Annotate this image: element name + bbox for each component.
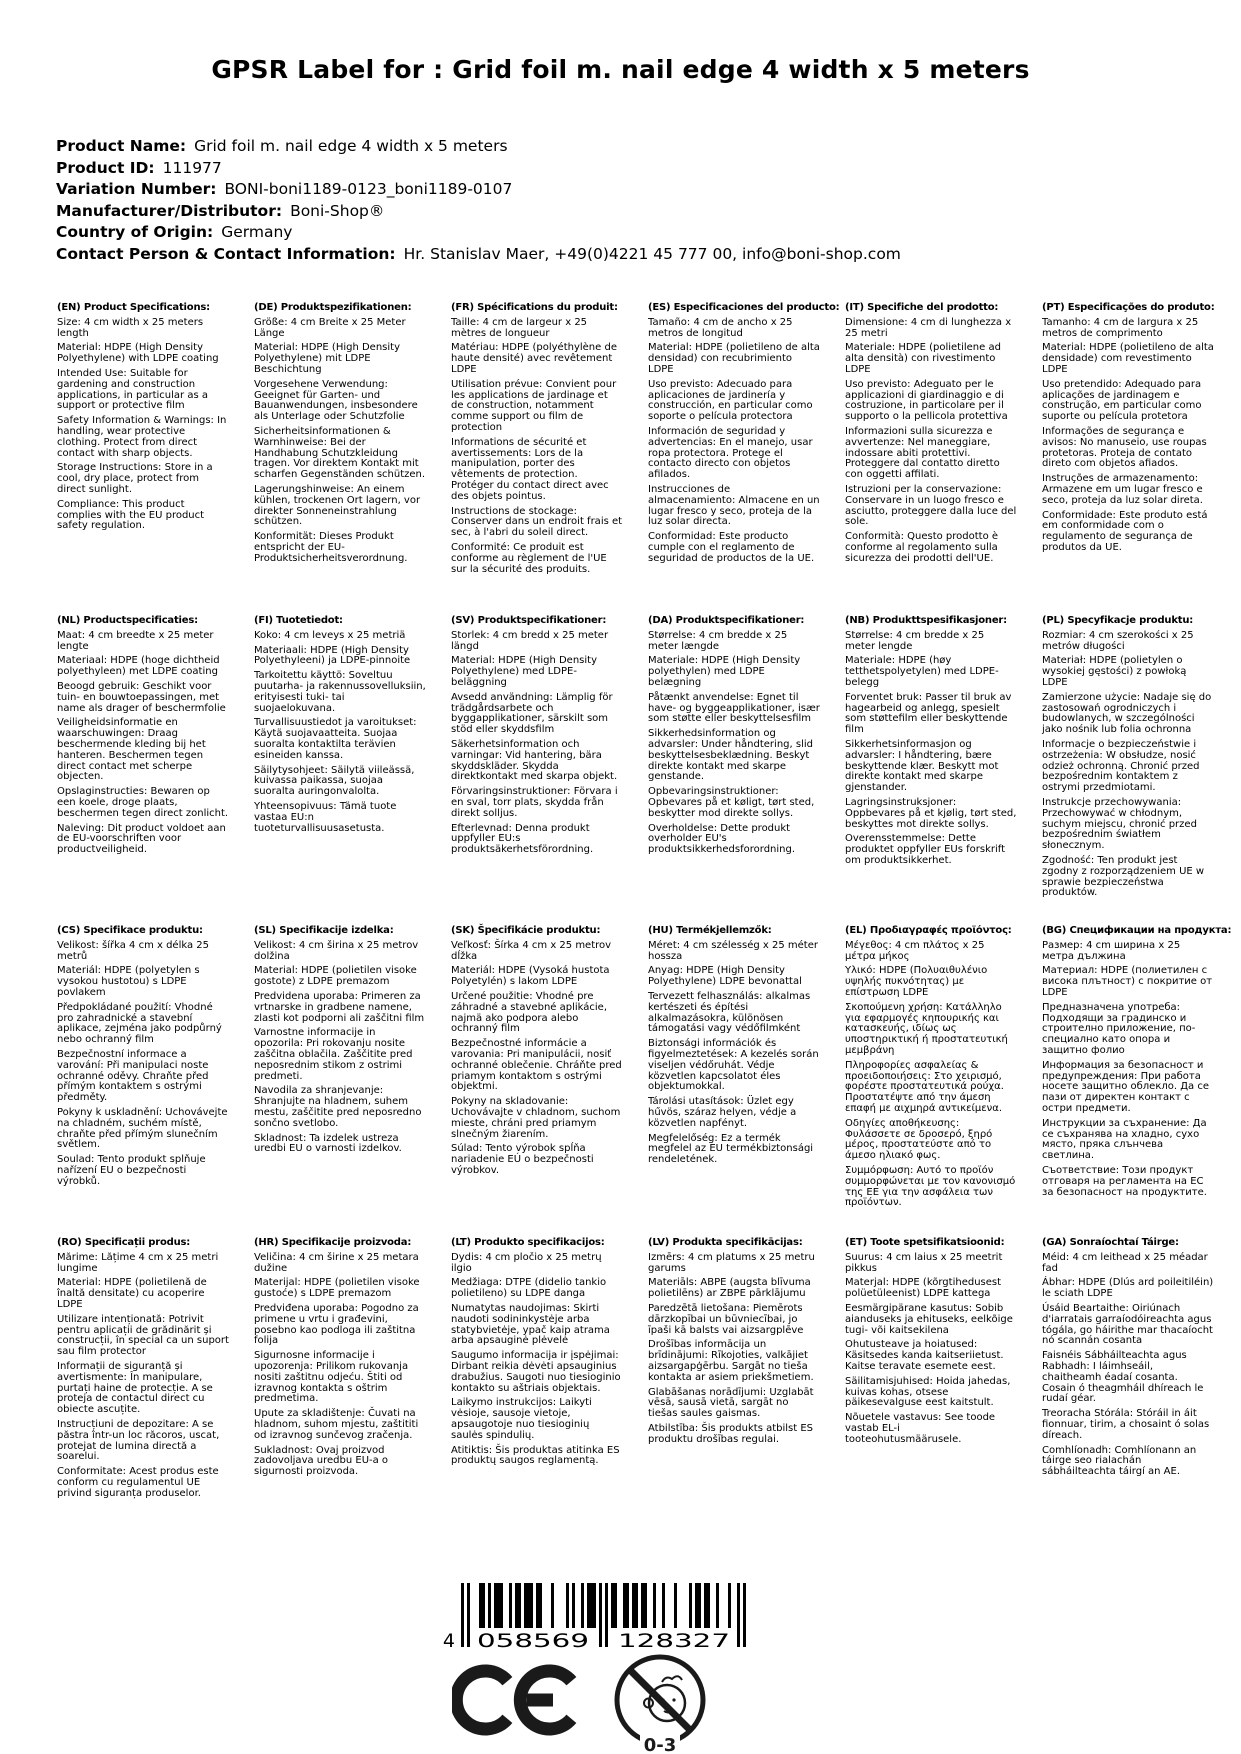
spec-paragraph: Atbilstība: Šis produkts atbilst ES produktu drošības regulai. (648, 1422, 814, 1445)
spec-paragraph: Materiale: HDPE (høy tetthetspolyetylen) med LDPE-belegg (845, 655, 999, 688)
manufacturer-label: Manufacturer/Distributor: (56, 201, 283, 220)
spec-paragraph: Lagerungshinweise: An einem kühlen, trockenen Ort lagern, vor direkter Sonneneinstrahlung schützen. (254, 483, 421, 528)
spec-paragraph: Velikost: šířka 4 cm x délka 25 metrů (57, 939, 210, 962)
spec-paragraph: Uso previsto: Adecuado para aplicaciones de jardinería y construcción, en particular como soporte o película protectora (648, 378, 813, 423)
spec-paragraph: Размер: 4 cm ширина x 25 метра дължина (1042, 939, 1181, 962)
spec-paragraph: Opbevaringsinstruktioner: Opbevares på et køligt, tørt sted, beskytter mod direkte sollys. (648, 786, 815, 819)
spec-paragraph: Utilizare intenționată: Potrivit pentru aplicații de grădinărit și construcții, în special ca un suport sau film protector (57, 1313, 229, 1358)
spec-paragraph: Sicherheitsinformationen & Warnhinweise: Bei der Handhabung Schutzkleidung tragen. Vor direktem Kontakt mit scharfen Gegenständen schützen. (254, 425, 426, 481)
spec-paragraph: Material: HDPE (High Density Polyethylene) mit LDPE Beschichtung (254, 342, 401, 375)
spec-paragraph: Eesmärgipärane kasutus: Sobib aianduseks ja ehituseks, eelkõige tugi- või kaitsekilena (845, 1302, 1013, 1336)
spec-paragraph: Velikost: 4 cm širina x 25 metrov dolžina (254, 939, 419, 962)
spec-paragraph: Materiál: HDPE (polyetylen s vysokou hustotou) s LDPE povlakem (57, 965, 200, 998)
spec-paragraph: Súlad: Tento výrobok spĺňa nariadenie EÚ o bezpečnosti výrobkov. (451, 1143, 594, 1176)
spec-paragraph: Informazioni sulla sicurezza e avvertenze: Nel maneggiare, indossare abiti protettivi. Proteggere dal contatto diretto con oggetti affilati. (845, 425, 1000, 481)
spec-paragraph: Konformität: Dieses Produkt entspricht der EU-Produktsicherheitsverordnung. (254, 531, 408, 564)
spec-paragraph: Informații de siguranță și avertismente: În manipulare, purtați haine de protecție. A se proteja de contactul direct cu obiecte ascuțite. (57, 1360, 213, 1416)
spec-paragraph: Säkerhetsinformation och varningar: Vid hantering, bära skyddskläder. Skydda direktkontakt med skarpa objekt. (451, 738, 618, 783)
spec-paragraph: Určené použitie: Vhodné pre záhradné a stavebné aplikácie, najmä ako podpora alebo ochranný film (451, 990, 608, 1035)
spec-heading: (DA) Produktspecifikationer: (648, 615, 805, 626)
spec-paragraph: Tamanho: 4 cm de largura x 25 metros de comprimento (1042, 316, 1199, 339)
spec-cell-da (648, 616, 820, 926)
spec-paragraph: Taille: 4 cm de largeur x 25 mètres de longueur (451, 316, 588, 339)
spec-paragraph: Compliance: This product complies with the EU product safety regulation. (57, 498, 205, 532)
spec-paragraph: Veličina: 4 cm širine x 25 metara dužine (254, 1251, 419, 1274)
spec-paragraph: Materjal: HDPE (kõrgtihedusest polüetüleenist) LDPE kattega (845, 1277, 1002, 1300)
spec-paragraph: Instructions de stockage: Conserver dans un endroit frais et sec, à l'abri du soleil direct. (451, 505, 623, 539)
spec-cell-pt (1042, 303, 1214, 616)
spec-paragraph: Instrucțiuni de depozitare: A se păstra într-un loc răcoros, uscat, protejat de lumina directă a soarelui. (57, 1418, 220, 1463)
spec-paragraph: Conformidad: Este producto cumple con el reglamento de seguridad de productos de la UE. (648, 531, 815, 564)
spec-paragraph: Storlek: 4 cm bredd x 25 meter längd (451, 629, 609, 652)
spec-paragraph: Mărime: Lățime 4 cm x 25 metri lungime (57, 1251, 219, 1274)
spec-paragraph: Materiale: HDPE (High Density polyethylen) med LDPE belægning (648, 655, 801, 688)
spec-paragraph: Vorgesehene Verwendung: Geeignet für Garten- und Bauanwendungen, insbesondere als Unterlage oder Schutzfolie (254, 378, 418, 423)
product-name-value: Grid foil m. nail edge 4 width x 5 meters (194, 137, 508, 155)
spec-paragraph: Materiale: HDPE (polietilene ad alta densità) con rivestimento LDPE (845, 342, 1001, 375)
spec-cell-pl (1042, 616, 1214, 926)
spec-paragraph: Avsedd användning: Lämplig för trädgårdsarbete och byggapplikationer, särskilt som stöd eller skyddsfilm (451, 691, 613, 736)
spec-paragraph: Glabāšanas norādījumi: Uzglabāt vēsā, sausā vietā, sargāt no tiešas saules gaismas. (648, 1386, 814, 1420)
spec-paragraph: Predviđena uporaba: Pogodno za primene u vrtu i građevini, posebno kao podloga ili zaštitna folija (254, 1302, 419, 1347)
spec-paragraph: Izmērs: 4 cm platums x 25 metru garums (648, 1251, 815, 1274)
spec-paragraph: Størrelse: 4 cm bredde x 25 meter lengde (845, 629, 985, 652)
spec-heading: (SK) Špecifikácie produktu: (451, 925, 601, 936)
spec-paragraph: Материал: HDPE (полиетилен с висока плътност) с покритие от LDPE (1042, 965, 1213, 998)
spec-paragraph: Veiligheidsinformatie en waarschuwingen: Draag beschermende kleding bij het hanteren. Beschermen tegen direct contact met scherpe objecten. (57, 717, 206, 783)
spec-paragraph: Naleving: Dit product voldoet aan de EU-voorschriften voor productveiligheid. (57, 822, 226, 856)
spec-paragraph: Υλικό: HDPE (Πολυαιθυλένιο υψηλής πυκνότητας) με επίστρωση LDPE (845, 965, 988, 998)
product-info-block (56, 136, 901, 265)
spec-paragraph: Materijal: HDPE (polietilen visoke gustoće) s LDPE premazom (254, 1277, 420, 1300)
spec-cell-nl (57, 616, 229, 926)
spec-paragraph: Biztonsági információk és figyelmeztetések: A kezelés során viseljen védőruhát. Védje közvetlen kapcsolatot éles objektumokkal. (648, 1038, 819, 1093)
spec-paragraph: Οδηγίες αποθήκευσης: Φυλάσσετε σε δροσερό, ξηρό μέρος, προστατεύστε από το άμεσο ηλιακό φως. (845, 1117, 993, 1162)
spec-paragraph: Πληροφορίες ασφαλείας & προειδοποιήσεις: Στο χειρισμό, φορέστε προστατευτικά ρούχα. Προστατέψτε από την άμεση επαφή με αιχμηρά αντικείμενα. (845, 1059, 1004, 1114)
spec-paragraph: Dydis: 4 cm pločio x 25 metrų ilgio (451, 1251, 602, 1274)
spec-paragraph: Størrelse: 4 cm bredde x 25 meter længde (648, 629, 788, 652)
country-of-origin-value: Germany (221, 223, 293, 241)
spec-paragraph: Maat: 4 cm breedte x 25 meter lengte (57, 629, 214, 652)
spec-cell-hu (648, 926, 820, 1238)
spec-paragraph: Sikkerhetsinformasjon og advarsler: I håndtering, bære beskyttende klær. Beskytt mot direkte kontakt med skarpe gjenstander. (845, 738, 999, 794)
spec-paragraph: Dimensione: 4 cm di lunghezza x 25 metri (845, 316, 1012, 339)
spec-cell-hr (254, 1238, 426, 1500)
spec-paragraph: Yhteensopivuus: Tämä tuote vastaa EU:n tuoteturvallisuusasetusta. (254, 800, 397, 834)
spec-heading: (NB) Produkttspesifikasjoner: (845, 615, 1007, 626)
spec-paragraph: Upute za skladištenje: Čuvati na hladnom, suhom mjestu, zaštititi od izravnog sunčevog zračenja. (254, 1408, 419, 1441)
spec-paragraph: Overholdelse: Dette produkt overholder EU's produktsikkerhedsforordning. (648, 822, 796, 856)
age-warning-label: 0-3 (643, 1735, 677, 1754)
spec-paragraph: Informacje o bezpieczeństwie i ostrzeżenia: W obsłudze, nosić odzież ochronną. Chronić przed bezpośrednim kontaktem z ostrymi przedmiotami. (1042, 738, 1200, 794)
spec-paragraph: Tarkoitettu käyttö: Soveltuu puutarha- ja rakennussovelluksiin, erityisesti tuki- tai suojaelokuvana. (254, 670, 426, 714)
country-of-origin-label: Country of Origin: (56, 223, 214, 241)
variation-number-value: BONI-boni1189-0123_boni1189-0107 (224, 180, 513, 198)
spec-paragraph: Matériau: HDPE (polyéthylène de haute densité) avec revêtement LDPE (451, 342, 617, 375)
spec-paragraph: Lagringsinstruksjoner: Oppbevares på et kjølig, tørt sted, beskyttes mot direkte sollys. (845, 796, 1017, 830)
spec-paragraph: Drošības informācija un brīdinājumi: Rīkojoties, valkājiet aizsargapģērbu. Sargāt no tieša kontakta ar asiem priekšmetiem. (648, 1339, 814, 1383)
spec-paragraph: Material: HDPE (polietilenă de înaltă densitate) cu acoperire LDPE (57, 1277, 207, 1310)
spec-paragraph: Ohutusteave ja hoiatused: Käsitsedes kanda kaitseriietust. Kaitse teravate esemete eest. (845, 1339, 1004, 1372)
spec-paragraph: Předpokládané použití: Vhodné pro zahradnické a stavební aplikace, zejména jako podpůrný nebo ochranný film (57, 1001, 222, 1046)
spec-paragraph: Efterlevnad: Denna produkt uppfyller EU:s produktsäkerhetsförordning. (451, 822, 594, 856)
spec-paragraph: Treoracha Stórála: Stóráil in áit fionnuar, tirim, a chosaint ó solas díreach. (1042, 1408, 1210, 1441)
spec-paragraph: Size: 4 cm width x 25 meters length (57, 316, 204, 339)
product-id-value: 111977 (162, 158, 222, 177)
spec-paragraph: Информация за безопасност и предупреждения: При работа носете защитно облекло. Да се пази от директен контакт с остри предмети. (1042, 1059, 1209, 1114)
spec-paragraph: Forventet bruk: Passer til bruk av hagearbeid og anlegg, spesielt som støttefilm eller beskyttende film (845, 691, 1012, 736)
spec-paragraph: Größe: 4 cm Breite x 25 Meter Länge (254, 316, 406, 339)
contact-value: Hr. Stanislav Maer, +49(0)4221 45 777 00, info@boni-shop.com (403, 244, 901, 263)
spec-paragraph: Συμμόρφωση: Αυτό το προϊόν συμμορφώνεται με τον κανονισμό της ΕΕ για την ασφάλεια των προϊόντων. (845, 1164, 1016, 1209)
spec-paragraph: Información de seguridad y advertencias: En el manejo, usar ropa protectora. Protege el contacto directo con objetos afilados. (648, 425, 813, 481)
spec-paragraph: Σκοπούμενη χρήση: Κατάλληλο για εφαρμογές κηπουρικής και κατασκευής, ιδίως ως υποστηρικτική ή προστατευτική μεμβράνη (845, 1001, 1008, 1056)
spec-paragraph: Materiāls: ABPE (augsta blīvuma polietilēns) ar ZBPE pārklājumu (648, 1277, 811, 1300)
spec-cell-sv (451, 616, 623, 926)
spec-paragraph: Förvaringsinstruktioner: Förvara i en sval, torr plats, skydda från direkt solljus. (451, 786, 618, 819)
product-info-row (56, 222, 901, 244)
spec-heading: (FR) Spécifications du produit: (451, 302, 618, 313)
spec-paragraph: Paredzētā lietošana: Piemērots dārzkopībai un būvniecībai, jo īpaši kā balsts vai aizsargplēve (648, 1302, 804, 1336)
spec-paragraph: Tervezett felhasználás: alkalmas kertészeti és építési alkalmazásokra, különösen támogatási vagy védőfilmként (648, 990, 811, 1035)
spec-paragraph: Atitiktis: Šis produktas atitinka ES produktų saugos reglamentą. (451, 1444, 620, 1467)
product-id-label: Product ID: (56, 158, 155, 177)
spec-paragraph: Conformidade: Este produto está em conformidade com o regulamento de segurança de produtos da UE. (1042, 509, 1208, 553)
spec-heading: (LV) Produkta specifikācijas: (648, 1237, 803, 1248)
spec-paragraph: Méid: 4 cm leithead x 25 méadar fad (1042, 1251, 1208, 1274)
contact-label: Contact Person & Contact Information: (56, 244, 396, 263)
spec-cell-en (57, 303, 229, 616)
spec-cell-el (845, 926, 1017, 1238)
spec-heading: (CS) Specifikace produktu: (57, 925, 203, 936)
spec-heading: (EL) Προδιαγραφές προϊόντος: (845, 925, 1012, 936)
spec-paragraph: Predvidena uporaba: Primeren za vrtnarske in gradbene namene, zlasti kot podporni ali zaščitni film (254, 990, 425, 1024)
spec-heading: (IT) Specifiche del prodotto: (845, 302, 999, 313)
spec-cell-cs (57, 926, 229, 1238)
spec-paragraph: Bezpečnostní informace a varování: Při manipulaci noste ochranné oděvy. Chraňte před přímým kontaktem s ostrými předměty. (57, 1048, 209, 1104)
spec-paragraph: Skladnost: Ta izdelek ustreza uredbi EU o varnosti izdelkov. (254, 1132, 402, 1155)
spec-paragraph: Material: HDPE (polietileno de alta densidade) com revestimento LDPE (1042, 342, 1214, 375)
spec-paragraph: Conformitate: Acest produs este conform cu regulamentul UE privind siguranța produselor. (57, 1466, 219, 1499)
spec-paragraph: Material: HDPE (polietileno de alta densidad) con recubrimiento LDPE (648, 342, 820, 375)
spec-paragraph: Sigurnosne informacije i upozorenja: Prilikom rukovanja nositi zaštitnu odjeću. Štiti od izravnog kontakta s oštrim predmetima. (254, 1350, 409, 1405)
spec-paragraph: Инструкции за съхранение: Да се съхранява на хладно, сухо място, пряка слънчева светлина. (1042, 1117, 1207, 1162)
spec-paragraph: Informações de segurança e avisos: No manuseio, use roupas protetoras. Proteja de contato direto com objetos afiados. (1042, 425, 1207, 470)
spec-heading: (NL) Productspecificaties: (57, 615, 198, 626)
spec-cell-lt (451, 1238, 623, 1500)
spec-paragraph: Instruções de armazenamento: Armazene em um lugar fresco e seco, proteja da luz solar direta. (1042, 473, 1203, 506)
spec-paragraph: Pokyny na skladovanie: Uchovávajte v chladnom, suchom mieste, chráni pred priamym slnečným žiarením. (451, 1096, 621, 1140)
spec-paragraph: Megfelelőség: Ez a termék megfelel az EU termékbiztonsági rendeletének. (648, 1132, 814, 1166)
spec-paragraph: Uso pretendido: Adequado para aplicações de jardinagem e construção, em particular como suporte ou película protetora (1042, 378, 1202, 423)
spec-heading: (GA) Sonraíochtaí Táirge: (1042, 1237, 1179, 1248)
spec-heading: (ET) Toote spetsifikatsioonid: (845, 1237, 1005, 1248)
spec-paragraph: Faisnéis Sábháilteachta agus Rabhadh: I láimhseáil, chaitheamh éadaí cosanta. Cosain ó theagmháil dhíreach le rudaí géar. (1042, 1350, 1204, 1405)
spec-paragraph: Informations de sécurité et avertissements: Lors de la manipulation, porter des vêtements de protection. Protéger du contact direct avec des objets pointus. (451, 436, 609, 502)
page-title: GPSR Label for : Grid foil m. nail edge 4 width x 5 meters (211, 55, 1030, 84)
spec-paragraph: Tamaño: 4 cm de ancho x 25 metros de longitud (648, 316, 793, 339)
spec-heading: (BG) Спецификации на продукта: (1042, 925, 1232, 936)
spec-heading: (PT) Especificações do produto: (1042, 302, 1215, 313)
variation-number-label: Variation Number: (56, 180, 217, 198)
barcode-right-digits: 128327 (618, 1630, 730, 1651)
spec-paragraph: Säilytysohjeet: Säilytä viileässä, kuivassa paikassa, suojaa suoralta auringonvalolta. (254, 764, 415, 798)
spec-paragraph: Comhlíonadh: Comhlíonann an táirge seo rialachán sábháilteachta táirgí an AE. (1042, 1444, 1197, 1478)
spec-paragraph: Uso previsto: Adeguato per le applicazioni di giardinaggio e di costruzione, in particolare per il supporto o la pellicola protettiva (845, 378, 1008, 423)
spec-paragraph: Overensstemmelse: Dette produktet oppfyller EUs forskrift om produktsikkerhet. (845, 833, 1006, 866)
spec-paragraph: Sikkerhedsinformation og advarsler: Under håndtering, slid beskyttelsesbeklædning. Beskyt direkte kontakt med skarpe genstande. (648, 728, 813, 783)
spec-heading: (LT) Produkto specifikacijos: (451, 1237, 605, 1248)
spec-paragraph: Предназначена употреба: Подходящи за градинско и строително приложение, по-специално като опора и защитно фолио (1042, 1001, 1196, 1056)
spec-paragraph: Storage Instructions: Store in a cool, dry place, protect from direct sunlight. (57, 462, 213, 495)
spec-paragraph: Laikymo instrukcijos: Laikyti vėsioje, sausoje vietoje, apsaugotoje nuo tiesioginių saulės spindulių. (451, 1397, 592, 1441)
spec-paragraph: Anyag: HDPE (High Density Polyethylene) LDPE bevonattal (648, 965, 802, 988)
spec-paragraph: Conformité: Ce produit est conforme au règlement de l'UE sur la sécurité des produits. (451, 541, 607, 575)
spec-paragraph: Opslaginstructies: Bewaren op een koele, droge plaats, beschermen tegen direct zonlicht. (57, 786, 229, 819)
product-info-row (56, 136, 901, 158)
spec-cell-sl (254, 926, 426, 1238)
spec-paragraph: Material: HDPE (polietilen visoke gostote) z LDPE premazom (254, 965, 417, 988)
barcode-left-digits: 058569 (477, 1630, 589, 1651)
spec-cell-nb (845, 616, 1017, 926)
spec-heading: (PL) Specyfikacje produktu: (1042, 615, 1194, 626)
product-info-row (56, 244, 901, 266)
product-name-label: Product Name: (56, 137, 187, 155)
spec-cell-lv (648, 1238, 820, 1500)
spec-heading: (HR) Specifikacije proizvoda: (254, 1237, 412, 1248)
spec-heading: (FI) Tuotetiedot: (254, 615, 343, 626)
spec-paragraph: Materiál: HDPE (Vysoká hustota Polyetylén) s lakom LDPE (451, 965, 610, 988)
spec-paragraph: Úsáid Beartaithe: Oiriúnach d'iarratais garraíodóireachta agus tógála, go háirithe mar thacaíocht nó scannán cosanta (1042, 1302, 1213, 1347)
spec-paragraph: Materiaali: HDPE (High Density Polyethyleeni) ja LDPE-pinnoite (254, 644, 411, 667)
spec-paragraph: Beoogd gebruik: Geschikt voor tuin- en bouwtoepassingen, met name als drager of beschermfolie (57, 680, 226, 714)
spec-paragraph: Suurus: 4 cm laius x 25 meetrit pikkus (845, 1251, 1003, 1274)
barcode-bars-icon (441, 1583, 753, 1651)
spec-paragraph: Materiał: HDPE (polietylen o wysokiej gęstości) z powłoką LDPE (1042, 655, 1187, 688)
age-warning-icon (610, 1650, 710, 1754)
spec-paragraph: Pokyny k uskladnění: Uchovávejte na chladném, suchém místě, chraňte před přímým slunečním světlem. (57, 1106, 228, 1151)
spec-cell-ga (1042, 1238, 1214, 1500)
spec-cell-fi (254, 616, 426, 926)
spec-paragraph: Μέγεθος: 4 cm πλάτος x 25 μέτρα μήκος (845, 939, 985, 962)
spec-heading: (DE) Produktspezifikationen: (254, 302, 412, 313)
spec-paragraph: Nõuetele vastavus: See toode vastab EL-i tooteohutusmäärusele. (845, 1412, 996, 1445)
spec-cell-bg (1042, 925, 1232, 1238)
spec-paragraph: Instrukcje przechowywania: Przechowywać w chłodnym, suchym miejscu, chronić przed bezpośrednim światłem słonecznym. (1042, 796, 1197, 852)
spec-paragraph: Turvallisuustiedot ja varoitukset: Käytä suojavaatteita. Suojaa suoralta kontaktilta terävien esineiden kanssa. (254, 717, 417, 761)
spec-cell-it (845, 303, 1017, 616)
spec-cell-de (254, 303, 426, 616)
spec-paragraph: Materiaal: HDPE (hoge dichtheid polyethyleen) met LDPE coating (57, 655, 220, 678)
spec-heading: (EN) Product Specifications: (57, 302, 210, 313)
spec-paragraph: Soulad: Tento produkt splňuje nařízení EU o bezpečnosti výrobků. (57, 1154, 206, 1187)
spec-cell-fr (451, 303, 623, 616)
spec-paragraph: Zamierzone użycie: Nadaje się do zastosowań ogrodniczych i budowlanych, w szczególności jako nośnik lub folia ochronna (1042, 691, 1212, 736)
manufacturer-value: Boni-Shop® (290, 201, 385, 220)
spec-cell-ro (57, 1238, 229, 1500)
product-info-row (56, 179, 901, 201)
spec-paragraph: Navodila za shranjevanje: Shranjujte na hladnem, suhem mestu, zaščitite pred neposredno sončno svetlobo. (254, 1085, 422, 1129)
spec-paragraph: Rozmiar: 4 cm szerokości x 25 metrów długości (1042, 629, 1194, 652)
spec-paragraph: Säilitamisjuhised: Hoida jahedas, kuivas kohas, otsese päikesevalguse eest kaitstult. (845, 1375, 1011, 1409)
spec-heading: (RO) Specificații produs: (57, 1237, 191, 1248)
spec-heading: (HU) Termékjellemzők: (648, 925, 772, 936)
ce-mark-icon (452, 1660, 582, 1744)
spec-cell-sk (451, 926, 623, 1238)
spec-paragraph: Påtænkt anvendelse: Egnet til have- og byggeapplikationer, især som støtte eller beskyttelsesfilm (648, 691, 820, 725)
spec-paragraph: Zgodność: Ten produkt jest zgodny z rozporządzeniem UE w sprawie bezpieczeństwa produktów. (1042, 854, 1205, 899)
spec-heading: (SL) Specifikacije izdelka: (254, 925, 394, 936)
spec-paragraph: Tárolási utasítások: Üzlet egy hűvös, száraz helyen, védje a közvetlen napfényt. (648, 1096, 797, 1129)
spec-grid (57, 302, 1232, 1500)
barcode (441, 1583, 753, 1655)
spec-paragraph: Sukladnost: Ovaj proizvod zadovoljava uredbu EU-a o sigurnosti proizvoda. (254, 1444, 389, 1478)
spec-paragraph: Méret: 4 cm szélesség x 25 méter hossza (648, 939, 818, 962)
spec-paragraph: Koko: 4 cm leveys x 25 metriä (254, 629, 406, 641)
spec-paragraph: Bezpečnostné informácie a varovania: Pri manipulácii, nosiť ochranné oblečenie. Chráňte pred priamym kontaktom s ostrými objektmi. (451, 1038, 622, 1093)
spec-paragraph: Ábhar: HDPE (Dlús ard poileitiléin) le sciath LDPE (1042, 1277, 1214, 1300)
spec-paragraph: Instrucciones de almacenamiento: Almacene en un lugar fresco y seco, proteja de la luz solar directa. (648, 483, 820, 528)
spec-heading: (SV) Produktspecifikationer: (451, 615, 607, 626)
spec-paragraph: Numatytas naudojimas: Skirti naudoti sodininkystėje arba statybvietėje, ypač kaip atrama arba apsauginė plėvelė (451, 1302, 610, 1347)
spec-paragraph: Safety Information & Warnings: In handling, wear protective clothing. Protect from direct contact with sharp objects. (57, 415, 227, 459)
spec-paragraph: Saugumo informacija ir įspėjimai: Dirbant reikia dėvėti apsauginius drabužius. Saugoti nuo tiesioginio kontakto su aštriais objektais. (451, 1350, 621, 1394)
barcode-first-digit: 4 (442, 1630, 455, 1651)
spec-paragraph: Medžiaga: DTPE (didelio tankio polietileno) su LDPE danga (451, 1277, 607, 1300)
spec-paragraph: Съответствие: Този продукт отговаря на регламента на ЕС за безопасност на продуктите. (1042, 1164, 1207, 1198)
spec-cell-es (648, 302, 840, 616)
spec-paragraph: Veľkosť: Šírka 4 cm x 25 metrov dĺžka (451, 939, 612, 962)
spec-heading: (ES) Especificaciones del producto: (648, 302, 840, 313)
product-info-row (56, 201, 901, 223)
product-info-row (56, 158, 901, 180)
spec-paragraph: Istruzioni per la conservazione: Conservare in un luogo fresco e asciutto, proteggere dalla luce del sole. (845, 483, 1017, 528)
spec-paragraph: Utilisation prévue: Convient pour les applications de jardinage et de construction, notamment comme support ou film de protection (451, 378, 617, 433)
spec-paragraph: Material: HDPE (High Density Polyethylene) with LDPE coating (57, 342, 219, 365)
spec-paragraph: Varnostne informacije in opozorila: Pri rokovanju nosite zaščitna oblačila. Zaščitite pred neposrednim stikom z ostrimi predmeti. (254, 1027, 413, 1082)
spec-paragraph: Intended Use: Suitable for gardening and construction applications, in particular as a support or protective film (57, 367, 208, 412)
spec-cell-et (845, 1238, 1017, 1500)
spec-paragraph: Conformità: Questo prodotto è conforme al regolamento sulla sicurezza dei prodotti dell'UE. (845, 531, 999, 564)
spec-paragraph: Material: HDPE (High Density Polyethylene) med LDPE-beläggning (451, 655, 598, 688)
